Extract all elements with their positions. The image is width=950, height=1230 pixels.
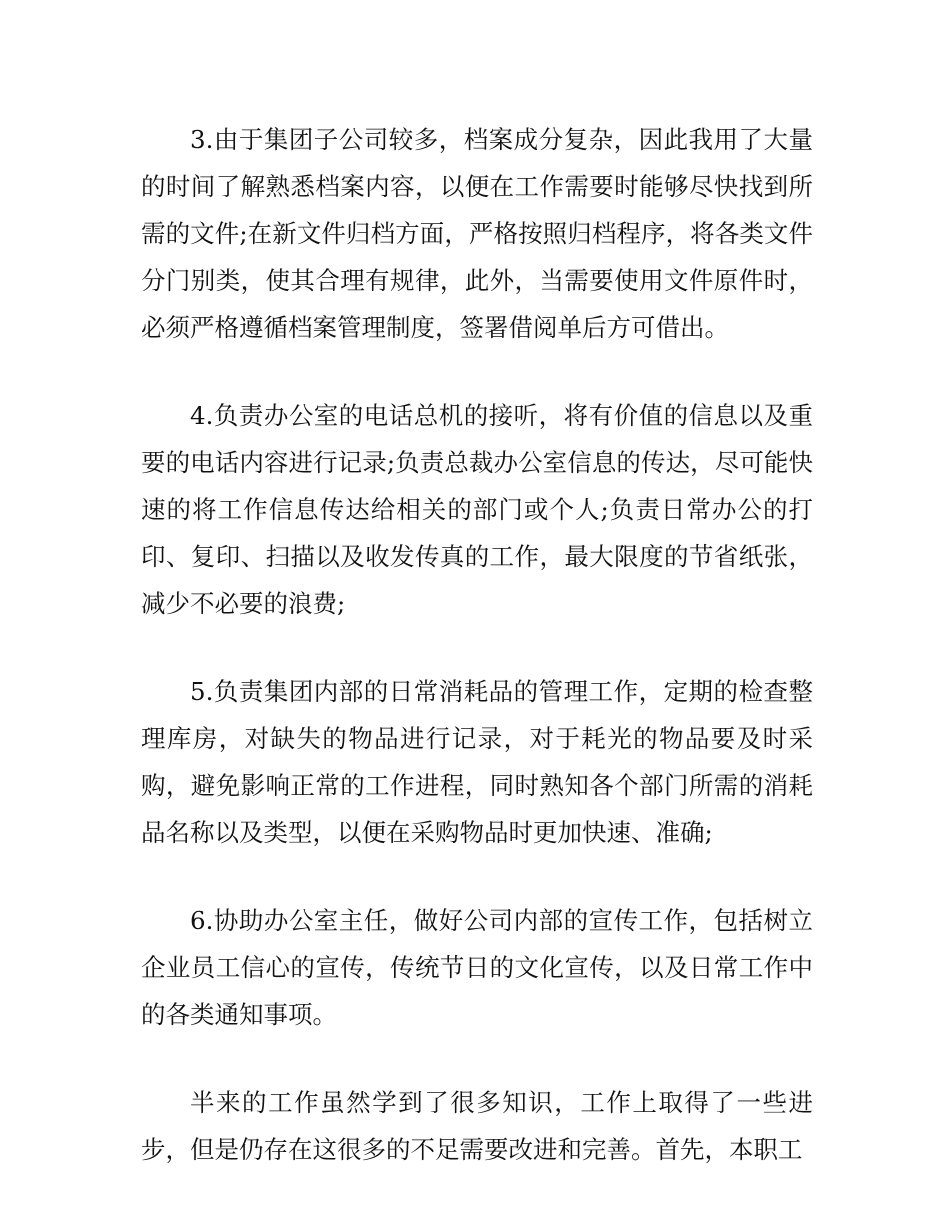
paragraph-item-6: 6.协助办公室主任，做好公司内部的宣传工作，包括树立企业员工信心的宣传，传统节日的文化宣传，以及日常工作中的各类通知事项。 bbox=[141, 906, 813, 1029]
document-body bbox=[141, 116, 813, 1173]
paragraph-item-3: 3.由于集团子公司较多，档案成分复杂，因此我用了大量的时间了解熟悉档案内容，以便在工作需要时能够尽快找到所需的文件;在新文件归档方面，严格按照归档程序，将各类文件分门别类，使其合理有规律，此外，当需要使用文件原件时，必须严格遵循档案管理制度，签署借阅单后方可借出。 bbox=[141, 125, 813, 342]
paragraph-item-5: 5.负责集团内部的日常消耗品的管理工作，定期的检查整理库房，对缺失的物品进行记录，对于耗光的物品要及时采购，避免影响正常的工作进程，同时熟知各个部门所需的消耗品名称以及类型，以便在采购物品时更加快速、准确; bbox=[141, 677, 813, 847]
paragraph-summary: 半来的工作虽然学到了很多知识，工作上取得了一些进步，但是仍存在这很多的不足需要改进和完善。首先，本职工 bbox=[141, 1088, 813, 1164]
paragraph-item-4: 4.负责办公室的电话总机的接听，将有价值的信息以及重要的电话内容进行记录;负责总裁办公室信息的传达，尽可能快速的将工作信息传达给相关的部门或个人;负责日常办公的打印、复印、扫描以及收发传真的工作，最大限度的节省纸张，减少不必要的浪费; bbox=[141, 401, 813, 618]
